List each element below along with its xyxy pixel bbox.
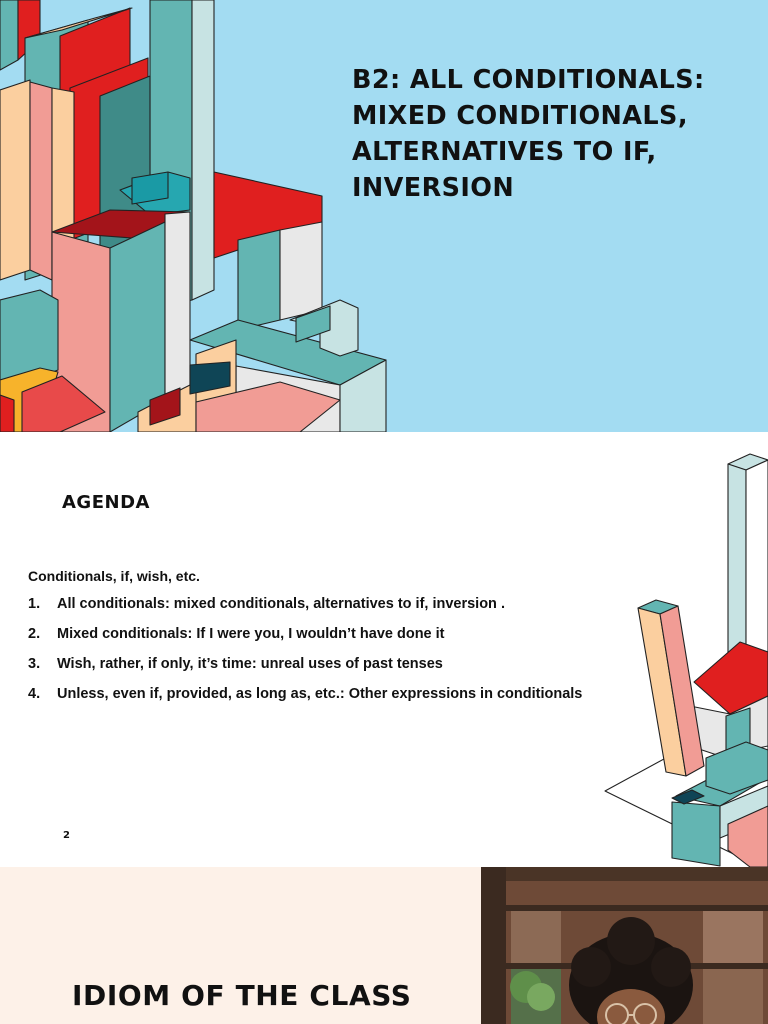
agenda-slide [0, 432, 768, 867]
list-item-number: 1. [28, 596, 41, 612]
idiom-heading: IDIOM OF THE CLASS [72, 979, 412, 1012]
list-item-text: Mixed conditionals: If I were you, I wouldn’t have done it [57, 626, 445, 642]
list-item-number: 4. [28, 686, 41, 702]
slide-title-line: INVERSION [352, 173, 515, 203]
slide-title-line: B2: ALL CONDITIONALS: [352, 65, 705, 95]
woman-with-glasses-photo [481, 867, 768, 1024]
list-item [28, 655, 588, 674]
agenda-list [28, 595, 588, 715]
slide-title-line: ALTERNATIVES TO IF, [352, 137, 657, 167]
slide-title-line: MIXED CONDITIONALS, [352, 101, 688, 131]
list-item-number: 3. [28, 656, 41, 672]
list-item-number: 2. [28, 626, 41, 642]
isometric-buildings-illustration [0, 0, 400, 432]
list-item-text: Wish, rather, if only, it’s time: unreal uses of past tenses [57, 656, 443, 672]
list-item-text: Unless, even if, provided, as long as, etc.: Other expressions in conditionals [57, 686, 583, 702]
agenda-heading: AGENDA [62, 492, 150, 513]
title-slide [0, 0, 768, 432]
agenda-subheading: Conditionals, if, wish, etc. [28, 568, 200, 584]
page-number: 2 [63, 830, 70, 841]
list-item-text: All conditionals: mixed conditionals, alternatives to if, inversion . [57, 596, 505, 612]
idiom-slide [0, 867, 768, 1024]
slide-title [352, 62, 762, 206]
list-item [28, 595, 588, 614]
list-item [28, 625, 588, 644]
list-item [28, 685, 588, 704]
isometric-towers-illustration [600, 446, 768, 867]
